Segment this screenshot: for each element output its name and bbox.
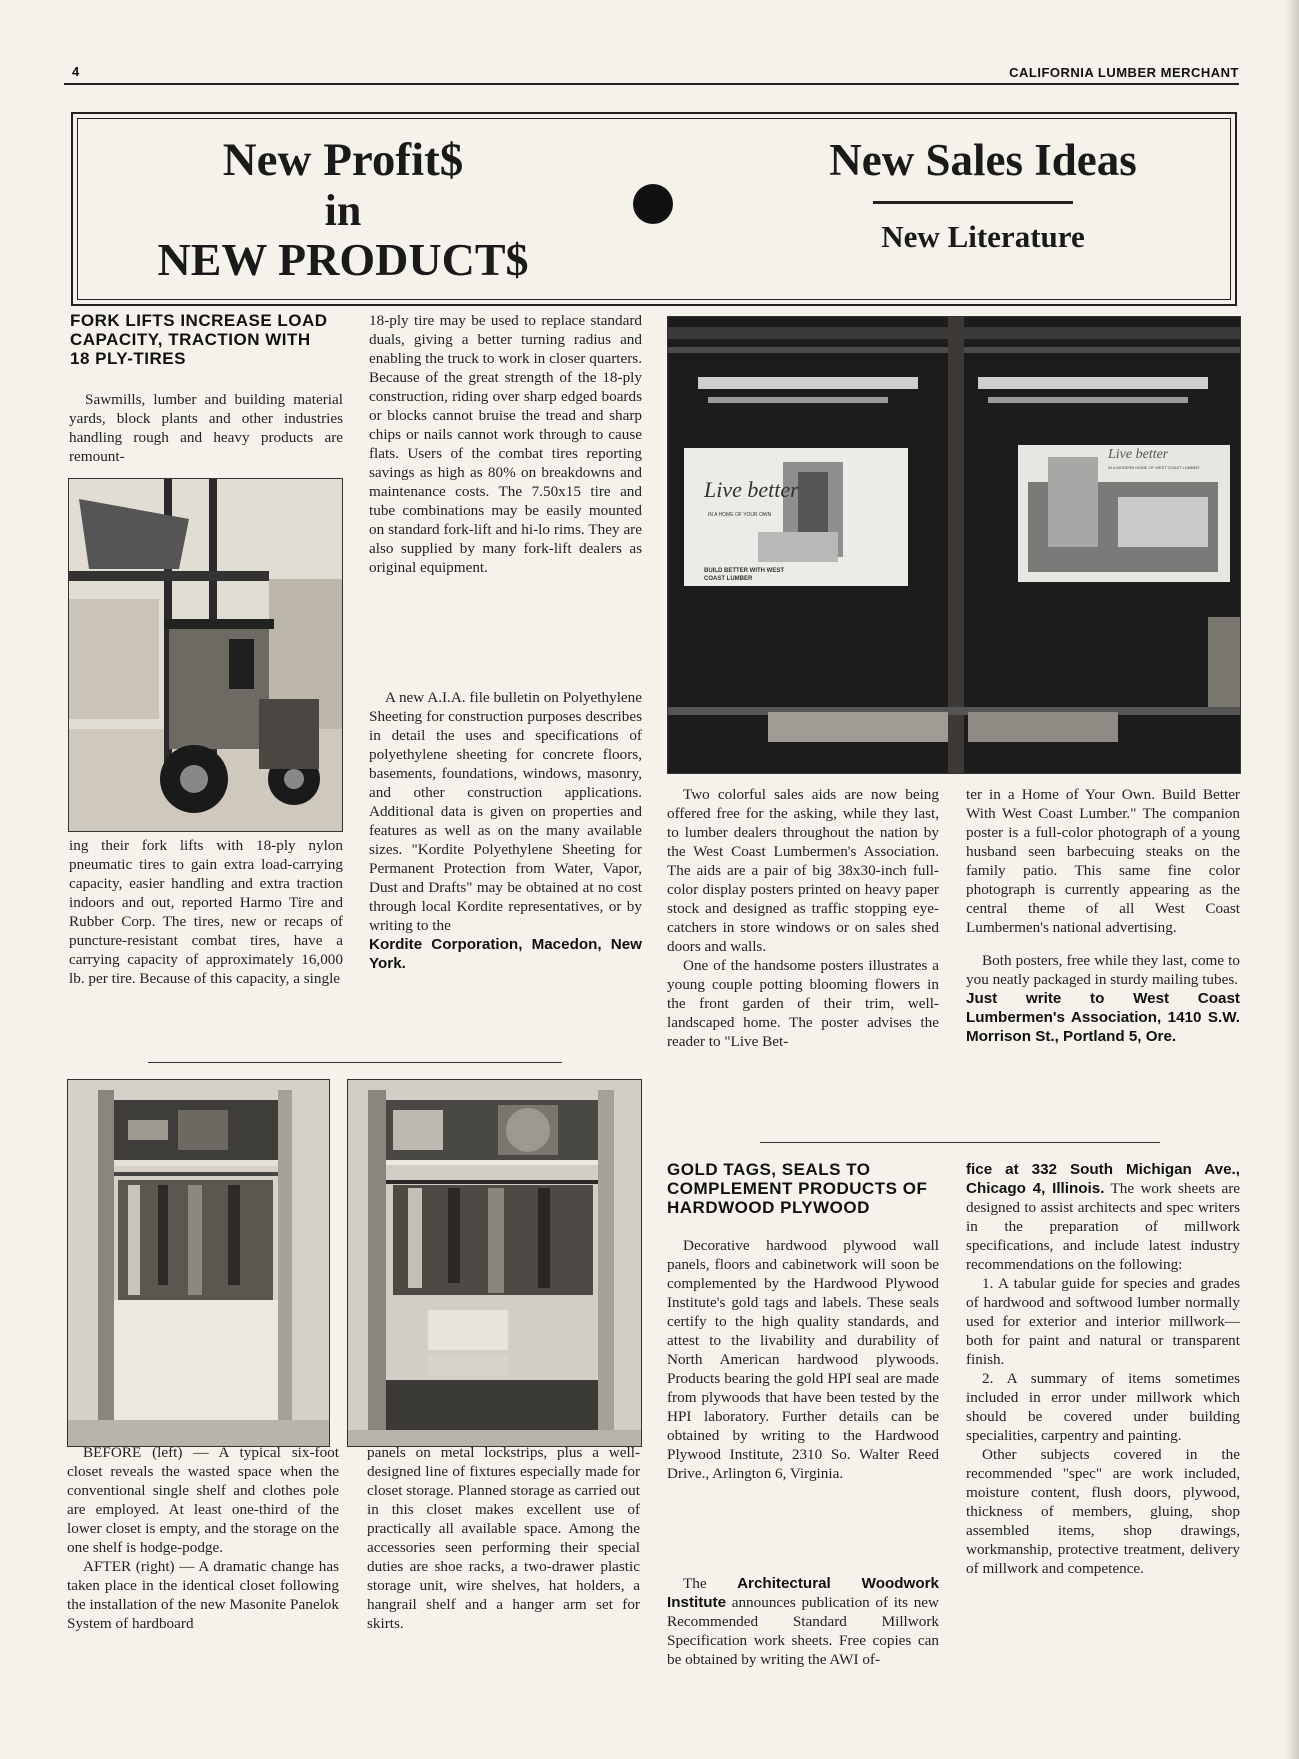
polyethylene-contact: Kordite Corporation, Macedon, New York.	[369, 936, 642, 972]
posters-contact: Just write to West Coast Lumbermen's Association, 1410 S.W. Morrison St., Portland 5, Ore.	[966, 990, 1240, 1045]
publication-title: CALIFORNIA LUMBER MERCHANT	[1009, 65, 1239, 80]
posters-column-one	[667, 785, 939, 1051]
window-display-illustration	[668, 317, 1240, 773]
closet-before-photo	[67, 1079, 330, 1447]
fork-lift-continued	[69, 836, 343, 988]
section-rule-left	[148, 1062, 562, 1063]
awi-address: fice at 332 South Michigan Ave., Chicago 4, Illinois.	[966, 1161, 1240, 1197]
gold-tags-body: Decorative hardwood plywood wall panels, floors and cabinetwork will soon be complemented by the Hardwood Plywood Institute's gold tags and labels. These seals certify to the high quality standards, and attest to the livability and durability of North American hardwood plywoods. Products bearing the gold HPI seal are made from plywoods that have been tested by the HPI laboratory. Further details can be obtained by writing to the Hardwood Plywood Institute, 2310 So. Walter Reed Drive., Arlington 6, Virginia.	[667, 1237, 939, 1482]
forklift-photo	[68, 478, 343, 832]
poster-right-script: Live better	[1108, 447, 1169, 462]
awi-work-sheets-text: The work sheets are designed to assist architects and spec writers in the preparation of millwork specifications, and include latest industry recommendations on the following:	[966, 1180, 1240, 1273]
poster-right-small: IN A MODERN HOME OF WEST COAST LUMBER	[1108, 465, 1200, 470]
polyethylene-body: A new A.I.A. file bulletin on Polyethylene Sheeting for construction purposes describes in detail the uses and specifications of polyethylene sheeting for concrete floors, basements, foundations, windows, masonry, and other construction applications. Additional data is given on properties and features as well as on the many available sizes. "Kordite Polyethylene Sheeting for Permanent Protection from Water, Vapor, Dust and Drafts" may be obtained at no cost through local Kordite representatives, or by writing to the	[369, 689, 642, 934]
posters-col1-p2: One of the handsome posters illustrates a young couple potting blooming flowers in the front garden of their trim, well-landscaped home. The poster advises the reader to "Live Bet-	[667, 957, 939, 1050]
awi-other-subjects: Other subjects covered in the recommended "spec" are work included, moisture content, flush doors, plywood, thickness of members, gluing, shop assembled items, shop drawings, workmanship, protective treatment, delivery of millwork and competence.	[966, 1446, 1240, 1577]
gold-tags-article	[667, 1236, 939, 1483]
awi-list-item-2: 2. A summary of items sometimes included in error under millwork which should be covered under building specialities, carpentry and painting.	[966, 1370, 1240, 1444]
awi-intro-word: The	[683, 1575, 707, 1592]
banner-divider	[873, 201, 1073, 204]
banner-new-profits: New Profit$	[222, 134, 464, 186]
awi-institute-name: Architectural Woodwork Institute	[667, 1575, 939, 1611]
closet-caption-left	[67, 1443, 339, 1633]
poster-left-small: IN A HOME OF YOUR OWN	[708, 512, 772, 518]
awi-announcement: announces publication of its new Recommended Standard Millwork Specification work sheets. Free copies can be obtained by writing the AWI of-	[667, 1594, 939, 1668]
header-rule	[64, 83, 1239, 85]
page-number: 4	[72, 64, 80, 79]
polyethylene-article	[369, 688, 642, 973]
gold-tags-headline: GOLD TAGS, SEALS TO COMPLEMENT PRODUCTS OF HARDWOOD PLYWOOD	[667, 1160, 928, 1217]
banner-new-products: NEW PRODUCT$	[157, 234, 529, 285]
banner-new-literature: New Literature	[881, 219, 1085, 254]
banner-new-sales-ideas: New Sales Ideas	[829, 135, 1137, 185]
poster-left-script: Live better	[704, 477, 799, 502]
banner-in: in	[324, 186, 362, 235]
poster-window-photo	[667, 316, 1241, 774]
section-rule-right	[760, 1142, 1160, 1143]
awi-list-item-1: 1. A tabular guide for species and grades of hardwood and softwood lumber normally used for exterior and interior millwork—both for paint and natural or transparent finish.	[966, 1275, 1240, 1368]
closet-caption-right	[367, 1443, 640, 1633]
poster-left-footer: BUILD BETTER WITH WEST COAST LUMBER	[704, 568, 784, 582]
awi-column-two	[966, 1160, 1240, 1578]
closet-caption-continued: panels on metal lockstrips, plus a well-designed line of fixtures especially made for closet storage. Planned storage as carried out in this closet makes excellent use of practically all available space. Among the accessories seen performing their special duties are shoe racks, a two-drawer plastic storage unit, wire shelves, hat holders, a hangrail shelf and a hanger arm set for skirts.	[367, 1444, 640, 1632]
posters-col2-p2: Both posters, free while they last, come to you neatly packaged in sturdy mailing tubes.	[966, 952, 1240, 988]
section-banner	[71, 112, 1237, 306]
closet-caption-after: AFTER (right) — A dramatic change has taken place in the identical closet following the installation of the new Masonite Panelok System of hardboard	[67, 1558, 339, 1632]
forklift-illustration	[69, 479, 342, 831]
page-edge-shadow	[1285, 0, 1299, 1759]
fork-lift-continued-text: ing their fork lifts with 18-ply nylon pneumatic tires to gain extra load-carrying capacity, easier handling and extra traction indoors and out, reported Harmo Tire and Rubber Corp. The tires, new or recaps of puncture-resistant combat tires, have a carrying capacity of approximately 16,000 lb. per tire. Because of this capacity, a single	[69, 837, 343, 987]
awi-article	[667, 1574, 939, 1669]
fork-lift-intro	[69, 390, 343, 466]
fork-lift-intro-text: Sawmills, lumber and building material yards, block plants and other industries handling rough and heavy products are remount-	[69, 391, 343, 465]
closet-caption-before: BEFORE (left) — A typical six-foot closet reveals the wasted space when the conventional single shelf and clothes pole are employed. At least one-third of the lower closet is empty, and the storage on the one shelf is hodge-podge.	[67, 1444, 339, 1556]
closet-after-photo	[347, 1079, 642, 1447]
closet-after-illustration	[348, 1080, 641, 1446]
fork-lift-column-two-text: 18-ply tire may be used to replace standard duals, giving a better turning radius and enabling the truck to work in closer quarters. Because of the great strength of the 18-ply construction, riding over sharp edged boards or blocks cannot bruise the tread and sharp chips or nails cannot work through to cause flats. Users of the combat tires reporting savings as high as 80% on breakdowns and maintenance costs. The 7.50x15 tire and tube combinations may be easily mounted on standard fork-lift and hi-lo rims. They are also supplied by many fork-lift dealers as original equipment.	[369, 312, 642, 576]
closet-before-illustration	[68, 1080, 329, 1446]
posters-column-two	[966, 785, 1240, 1046]
fork-lift-headline: FORK LIFTS INCREASE LOAD CAPACITY, TRACTION WITH 18 PLY-TIRES	[70, 311, 328, 368]
posters-col2-text: ter in a Home of Your Own. Build Better With West Coast Lumber." The companion poster is a full-color photograph of a young husband seen barbecuing steaks on the family patio. This same fine color photograph is currently appearing as the central theme of all West Coast Lumbermen's national advertising.	[966, 786, 1240, 936]
fork-lift-column-two	[369, 311, 642, 577]
banner-bullet	[633, 184, 673, 224]
posters-col1-text: Two colorful sales aids are now being offered free for the asking, while they last, to lumber dealers throughout the nation by the West Coast Lumbermen's Association. The aids are a pair of big 38x30-inch full-color display posters printed on heavy paper stock and designed as traffic stopping eye-catchers in store windows or on sales shed doors and walls.	[667, 786, 939, 955]
